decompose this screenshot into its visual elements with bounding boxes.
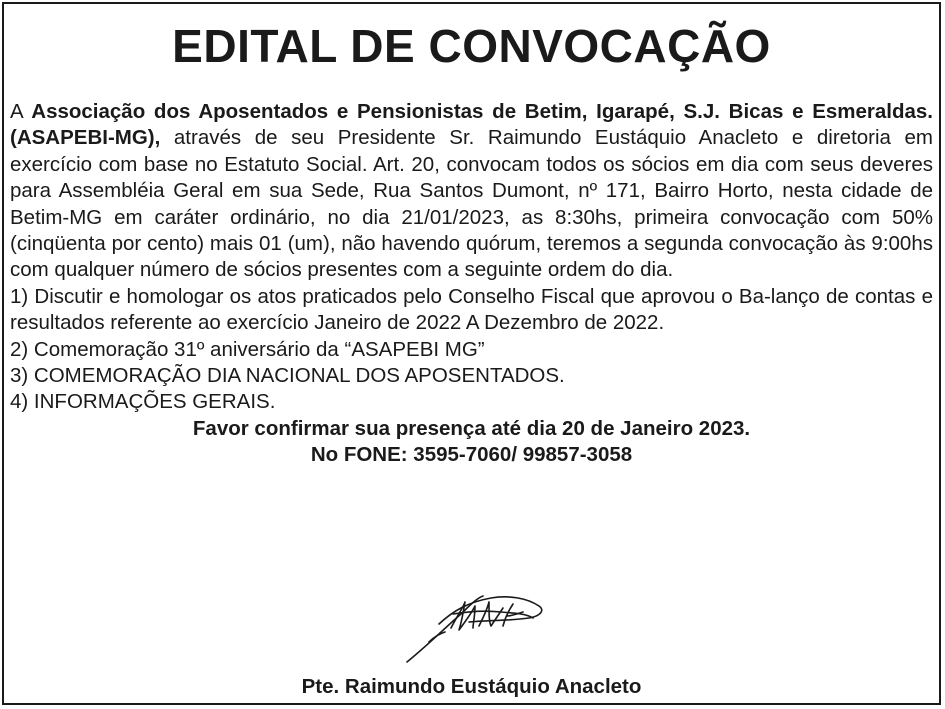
notice-title: EDITAL DE CONVOCAÇÃO [172, 20, 771, 72]
agenda-item-1: 1) Discutir e homologar os atos praticados pelo Conselho Fiscal que aprovou o Ba-lanço de contas e resultados referente ao exercício Janeiro de 2022 A Dezembro de 2022. [10, 284, 933, 335]
agenda-item-3: 3) COMEMORAÇÃO DIA NACIONAL DOS APOSENTADOS. [10, 364, 565, 388]
agenda-item-4: 4) INFORMAÇÕES GERAIS. [10, 390, 276, 414]
intro-text: através de seu Presidente Sr. Raimundo Eustáquio Anacleto e diretoria em exercício com base no Estatuto Social. Art. 20, convocam todos os sócios em dia com seus deveres para Assembléia Geral em sua Sede, Rua Santos Dumont, nº 171, Bairro Horto, nesta cidade de Betim-MG em caráter ordinário, no dia 21/01/2023, as 8:30hs, primeira convocação com 50% (cinqüenta por cento) mais 01 (um), não havendo quórum, teremos a segunda convocação às 9:00hs com qualquer número de sócios presentes com a seguinte ordem do dia. [10, 126, 933, 282]
notice-frame [2, 2, 941, 705]
intro-prefix: A [10, 100, 32, 123]
signature-image [399, 584, 559, 674]
confirm-line: Favor confirmar sua presença até dia 20 de Janeiro 2023. [192, 416, 751, 440]
agenda-item-2: 2) Comemoração 31º aniversário da “ASAPEBI MG” [10, 337, 485, 361]
organization-name: Associação dos Aposentados e Pensionistas de Betim, Igarapé, S.J. Bicas e Esmeraldas. (ASAPEBI-MG), [10, 100, 933, 150]
notice-body [10, 99, 933, 469]
phone-line: No FONE: 3595-7060/ 99857-3058 [310, 443, 633, 467]
intro-paragraph [10, 99, 933, 284]
signer-name: Pte. Raimundo Eustáquio Anacleto [301, 675, 642, 698]
